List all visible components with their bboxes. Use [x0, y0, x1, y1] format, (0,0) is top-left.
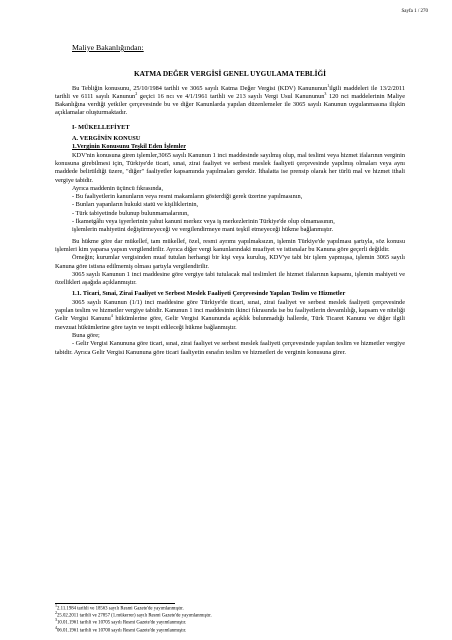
- sub-heading-1: 1.Verginin Konusunu Teşkil Eden İşlemler: [72, 143, 187, 151]
- ministry-line: Maliye Bakanlığından:: [72, 43, 144, 52]
- paragraph-1: KDV'nin konusuna giren işlemler,3065 sayılı Kanunun 1 inci maddesinde sayılmış olup, mal teslimi veya hizmet ifalarının verginin konusuna girebilmesi için, Türkiye'de ticari, sınai, zirai faaliyet ve serbest meslek faaliyeti çerçevesinde yapılmış olmaları veya aynı maddede belirtildiği üzere, "diğer" faaliyetler kapsamında yapılmaları gerekir. İthalatta ise prensip olarak her türlü mal ve hizmet ithali vergiye tabidir.: [55, 151, 405, 184]
- list-item: - Türk tabiyetinde bulunup bulunmamalarının,: [72, 209, 189, 217]
- paragraph-4: Bu hükme göre dar mükellef, tam mükellef, özel, resmi ayrımı yapılmaksızın, işlemin Türkiye'de yapılması şartıyla, söz konusu işlemleri kim yaparsa yapsın vergilendirilir. Ayrıca diğer vergi kanunlarındaki muafiyet ve istisnalar bu Kanuna göre geçerli değildir.: [55, 237, 405, 253]
- footnote: $^1$2.11.1984 tarihli ve 18563 sayılı Resmi Gazete'de yayımlanmıştır.: [55, 603, 184, 612]
- list-item: - Bu faaliyetlerin kanunların veya resmi makamların gösterdiği gerek üzerine yapılmasının,: [72, 193, 303, 201]
- sub-heading-2: 1.1. Ticari, Sınai, Zirai Faaliyet ve Serbest Meslek Faaliyeti Çerçevesinde Yapılan Teslim ve Hizmetler: [72, 290, 346, 298]
- paragraph-5: Örneğin; kurumlar vergisinden muaf tutulan herhangi bir kişi veya kuruluş, KDV'ye tabi bir işlem yapmışsa, işlemin 3065 sayılı Kanuna göre istisna edilmemiş olması şartıyla vergilendirilir.: [55, 254, 405, 270]
- subsection-heading: A. VERGİNİN KONUSU: [72, 135, 141, 143]
- footnote-ref: 2: [135, 90, 138, 96]
- footnote-ref: 4: [110, 313, 113, 319]
- paragraph-3: işlemlerin mahiyetini değiştirmeyeceği ve vergilendirmeye mani teşkil etmeyeceği hükme bağlanmıştır.: [72, 226, 334, 234]
- document-body: [55, 20, 405, 357]
- list-item: - İkametgâhı veya işyerlerinin yahut kanuni merkez veya iş merkezlerinin Türkiye'de olup olmamasının,: [72, 218, 335, 226]
- section-heading: I- MÜKELLEFİYET: [72, 123, 130, 131]
- paragraph-8: Buna göre;: [72, 331, 100, 339]
- document-title: KATMA DEĞER VERGİSİ GENEL UYGULAMA TEBLİĞİ: [134, 69, 326, 79]
- footnote: $^2$25.02.2011 tarihli ve 27857 (1.mükerrer) sayılı Resmi Gazete'de yayımlanmıştır.: [55, 610, 212, 619]
- footnote: $^4$06.01.1961 tarihli ve 10700 sayılı Resmi Gazete'de yayımlanmıştır.: [55, 624, 187, 634]
- footnotes: [55, 603, 212, 635]
- list-item: - Bunları yapanların hukuki statü ve kişiliklerinin,: [72, 201, 199, 209]
- footnote-divider: [55, 603, 175, 604]
- footnote-ref: 3: [324, 90, 327, 96]
- footnote-ref: 1: [327, 82, 330, 88]
- paragraph-2: Ayrıca maddenin üçüncü fıkrasında,: [72, 184, 164, 192]
- page-number: Sayfa 1 / 270: [401, 9, 428, 14]
- paragraph-7: 3065 sayılı Kanunun (1/1) inci maddesine göre Türkiye'de ticari, sınai, zirai faaliyet ve serbest meslek faaliyeti çerçevesinde yapılan teslim ve hizmetler vergiye tabidir. Kanunun 1 inci maddesinin ikinci fıkrasında ise bu faaliyetlerin devamlılığı, kapsam ve niteliği Gelir Vergisi Kanunu$^4$ hükümlerine göre, Gelir Vergisi Kanununda açıklık bulunmadığı hallerde, Türk Ticaret Kanunu ve diğer ilgili mevzuat hükümlerine göre tayin ve tespit edileceği hükme bağlanmıştır.: [55, 298, 405, 331]
- paragraph-9: - Gelir Vergisi Kanununa göre ticari, sınai, zirai faaliyet ve serbest meslek faaliyeti çerçevesinde yapılan teslim ve hizmetler vergiye tabidir. Ayrıca Gelir Vergisi Kanununa göre ticari faaliyetin esnafın teslim ve hizmetleri de verginin konusuna girer.: [55, 340, 405, 356]
- intro-paragraph: Bu Tebliğin konusunu, 25/10/1984 tarihli ve 3065 sayılı Katma Değer Vergisi (KDV) Kanununun$^1$ilgili maddeleri ile 13/2/2011 tarihli ve 6111 sayılı Kanunun$^2$ geçici 16 ncı ve 4/1/1961 tarihli ve 213 sayılı Vergi Usul Kanununun$^3$ 120 nci maddelerinin Maliye Bakanlığına verdiği yetkiler çerçevesinde bu ve diğer Kanunlarda yapılan düzenlemeler ile 3065 sayılı Kanunun uygulanmasına ilişkin açıklamalar oluşturmaktadır.: [55, 82, 405, 117]
- footnote: $^3$10.01.1961 tarihli ve 10705 sayılı Resmi Gazete'de yayımlanmıştır.: [55, 617, 187, 626]
- paragraph-6: 3065 sayılı Kanunun 1 inci maddesine göre vergiye tabi tutulacak mal teslimleri ile hizmet ifalarının kapsamı, işlemin mahiyeti ve özellikleri aşağıda açıklanmıştır.: [55, 270, 405, 287]
